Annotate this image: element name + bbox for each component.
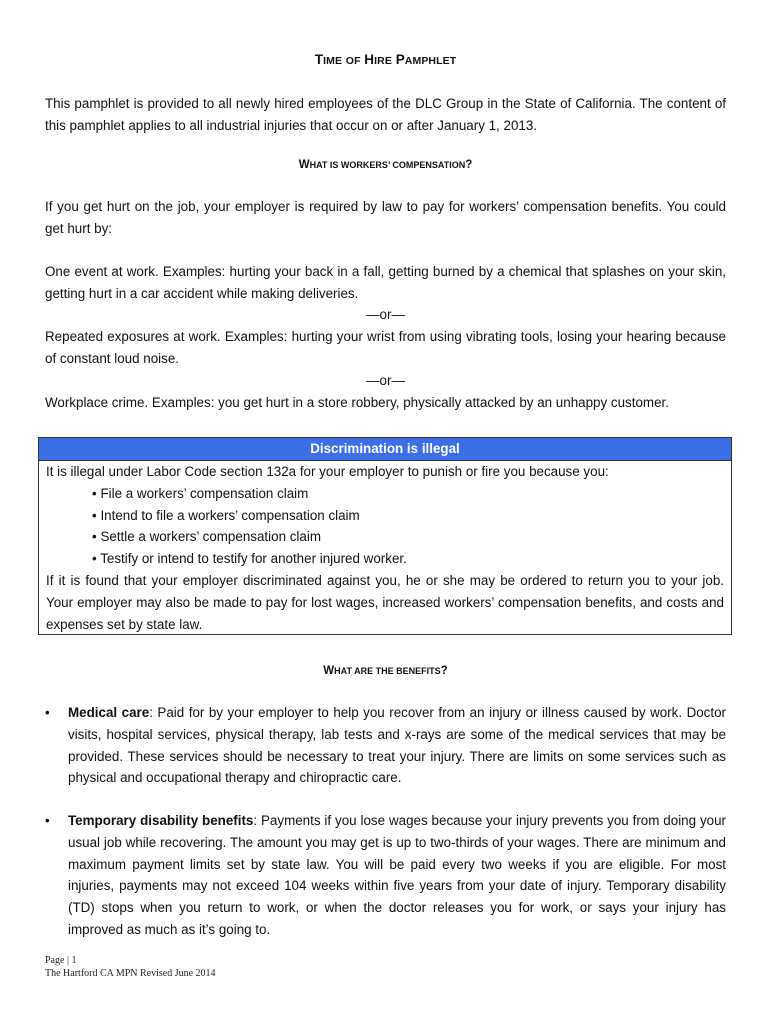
heading-part: W: [298, 159, 310, 171]
heading-part: ?: [465, 159, 473, 171]
heading-part: HAT ARE THE BENEFITS: [334, 666, 441, 676]
list-item: [46, 505, 724, 527]
heading-part: HAT IS WORKERS’ COMPENSATION: [309, 160, 466, 170]
box-closing: If it is found that your employer discriminated against you, he or she may be ordered to return you to your job. Your employer may also be made to pay for lost wages, increased workers’ compensation benefits, and costs and expenses set by state law.: [46, 572, 724, 632]
bullet-icon: •: [92, 551, 97, 567]
bullet-icon: •: [45, 705, 50, 720]
title-part: IRE: [374, 55, 392, 67]
example-three: Workplace crime. Examples: you get hurt in a store robbery, physically attacked by an unhappy customer.: [45, 395, 669, 410]
example-two: Repeated exposures at work. Examples: hurting your wrist from using vibrating tools, losing your hearing because of constant loud noise.: [45, 329, 726, 366]
intro-paragraph: This pamphlet is provided to all newly hired employees of the DLC Group in the State of California. The content of this pamphlet applies to all industrial injuries that occur on or after January 1, 2013.: [45, 96, 726, 133]
heading-part: ?: [440, 665, 448, 677]
document-title: [45, 52, 726, 67]
box-header: Discrimination is illegal: [39, 438, 731, 461]
bullet-icon: •: [92, 507, 97, 523]
box-intro: It is illegal under Labor Code section 132a for your employer to punish or fire you because you:: [46, 464, 609, 479]
list-item: [46, 483, 724, 505]
benefit-term: Medical care: [68, 705, 150, 720]
list-item: [46, 548, 724, 570]
title-part: P: [395, 52, 405, 67]
list-item-text: Settle a workers’ compensation claim: [100, 529, 321, 545]
or-separator: —or—: [366, 373, 405, 388]
box-body: [39, 461, 731, 635]
title-part: AMPHLET: [404, 55, 457, 67]
benefit-text: [68, 810, 726, 941]
list-item-text: Intend to file a workers’ compensation claim: [100, 507, 360, 523]
example-one: One event at work. Examples: hurting your back in a fall, getting burned by a chemical that splashes on your skin, getting hurt in a car accident while making deliveries.: [45, 264, 726, 301]
heading-part: W: [323, 665, 335, 677]
title-part: IME: [323, 55, 343, 67]
hurt-intro-paragraph: If you get hurt on the job, your employer is required by law to pay for workers’ compensation benefits. You could get hurt by:: [45, 199, 726, 236]
list-item-text: Testify or intend to testify for another injured worker.: [100, 551, 407, 567]
bullet-icon: •: [92, 485, 97, 501]
title-part: T: [314, 52, 324, 67]
footer-revision: The Hartford CA MPN Revised June 2014: [45, 968, 216, 979]
benefit-description: : Paid for by your employer to help you recover from an injury or illness caused by work. Doctor visits, hospital services, physical therapy, lab tests and x-rays are some of the medical services that may be provided. These services should be necessary to treat your injury. There are limits on some services such as physical and occupational therapy and chiropractic care.: [68, 705, 727, 786]
title-part: H: [364, 52, 375, 67]
list-item: [46, 526, 724, 548]
discrimination-box: [38, 437, 732, 635]
title-part: OF: [345, 55, 361, 67]
bullet-icon: •: [92, 529, 97, 545]
benefit-medical-care: [45, 702, 726, 789]
or-separator: —or—: [366, 307, 405, 322]
benefit-description: : Payments if you lose wages because your injury prevents you from doing your usual job while recovering. The amount you may get is up to two-thirds of your wages. There are minimum and maximum payment limits set by state law. You will be paid every two weeks if you are eligible. For most injuries, payments may not exceed 104 weeks within five years from your date of injury. Temporary disability (TD) stops when you return to work, or when the doctor releases you for work, or says your injury has improved as much as it’s going to.: [68, 813, 726, 937]
bullet-icon: •: [45, 813, 50, 828]
heading-workers-comp: [45, 155, 726, 173]
benefit-text: [68, 702, 726, 789]
benefit-temporary-disability: [45, 810, 726, 941]
benefit-term: Temporary disability benefits: [68, 813, 254, 828]
heading-benefits: [45, 661, 726, 679]
footer-page-number: Page | 1: [45, 955, 77, 966]
list-item-text: File a workers’ compensation claim: [100, 485, 309, 501]
